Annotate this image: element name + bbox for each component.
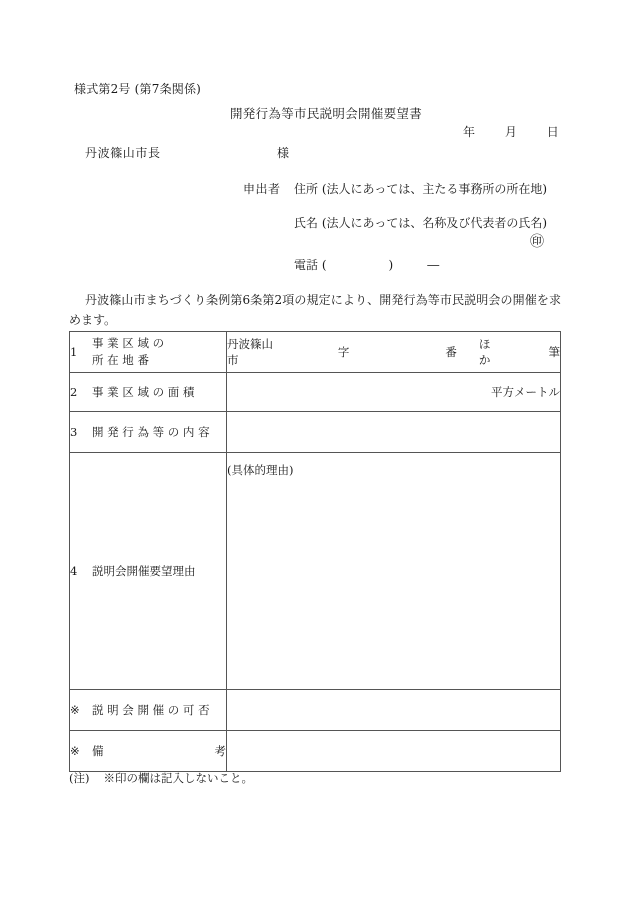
row-label-reason [70, 453, 227, 690]
phone-label-open: 電話 ( [294, 258, 327, 272]
request-statement: 丹波篠山市まちづくり条例第6条第2項の規定により、開発行為等市民説明会の開催を求めます。 [69, 293, 561, 327]
row-number: 2 [70, 385, 78, 399]
table-row [70, 373, 561, 412]
unit-square-meter: 平方メートル [491, 385, 560, 399]
row-label-line2: 所 在 地 番 [92, 353, 149, 367]
footnote-text: ※印の欄は記入しないこと。 [103, 771, 253, 785]
row-value-development-content[interactable] [227, 412, 561, 453]
applicant-address-label: 住所 (法人にあっては、主たる事務所の所在地) [294, 182, 548, 196]
row-value-approval [227, 690, 561, 731]
row-label-text: 備 [92, 744, 104, 758]
applicant-label: 申出者 [243, 182, 281, 196]
footnote-marker: (注) [69, 771, 90, 785]
phone-label-close: ) [388, 258, 394, 272]
date-line [463, 123, 559, 140]
row-label-text-tail: 考 [214, 744, 226, 758]
seal-stamp-icon: ㊞ [530, 234, 544, 250]
applicant-phone-label [294, 256, 439, 273]
phone-dash: ― [427, 258, 440, 272]
date-year-label: 年 [463, 125, 476, 139]
row-label-text: 説明会開催要望理由 [92, 564, 196, 578]
row-marker: ※ [70, 744, 80, 758]
application-table [69, 331, 561, 772]
row-number: 3 [70, 425, 78, 439]
applicant-name-label: 氏名 (法人にあっては、名称及び代表者の氏名) [294, 216, 548, 230]
row-value-location[interactable] [227, 332, 561, 373]
row-label-text: 説 明 会 開 催 の 可 否 [92, 703, 210, 717]
form-number: 様式第2号 (第7条関係) [74, 82, 202, 96]
value-hoka: ほか [478, 337, 491, 367]
row-label-remarks [70, 731, 227, 772]
value-aza: 字 [337, 345, 350, 359]
row-number: 1 [70, 345, 78, 359]
addressee-honorific: 様 [277, 146, 290, 160]
row-label-location [70, 332, 227, 373]
row-value-reason[interactable] [227, 453, 561, 690]
table-row [70, 332, 561, 373]
row-label-text: 開 発 行 為 等 の 内 容 [92, 425, 210, 439]
row-value-remarks [227, 731, 561, 772]
document-title: 開発行為等市民説明会開催要望書 [230, 106, 423, 121]
row-number: 4 [70, 564, 78, 578]
row-label-line1: 事 業 区 域 の [92, 336, 165, 350]
row-label-text: 事 業 区 域 の 面 積 [92, 385, 195, 399]
row-label-development-content [70, 412, 227, 453]
row-label-approval [70, 690, 227, 731]
table-row [70, 412, 561, 453]
row-value-text [227, 731, 560, 771]
table-row [70, 690, 561, 731]
date-month-label: 月 [504, 125, 517, 139]
value-hitsu: 筆 [548, 345, 560, 359]
table-row [70, 453, 561, 690]
row-value-text [227, 412, 560, 452]
row-marker: ※ [70, 703, 80, 717]
row-value-text [227, 690, 560, 730]
reason-placeholder: (具体的理由) [227, 463, 294, 477]
row-value-area[interactable] [227, 373, 561, 412]
value-city: 丹波篠山市 [227, 337, 273, 367]
value-ban: 番 [445, 345, 457, 359]
table-row [70, 731, 561, 772]
date-day-label: 日 [546, 125, 559, 139]
footnote [69, 770, 253, 786]
addressee-mayor: 丹波篠山市長 [85, 146, 161, 160]
row-label-area [70, 373, 227, 412]
